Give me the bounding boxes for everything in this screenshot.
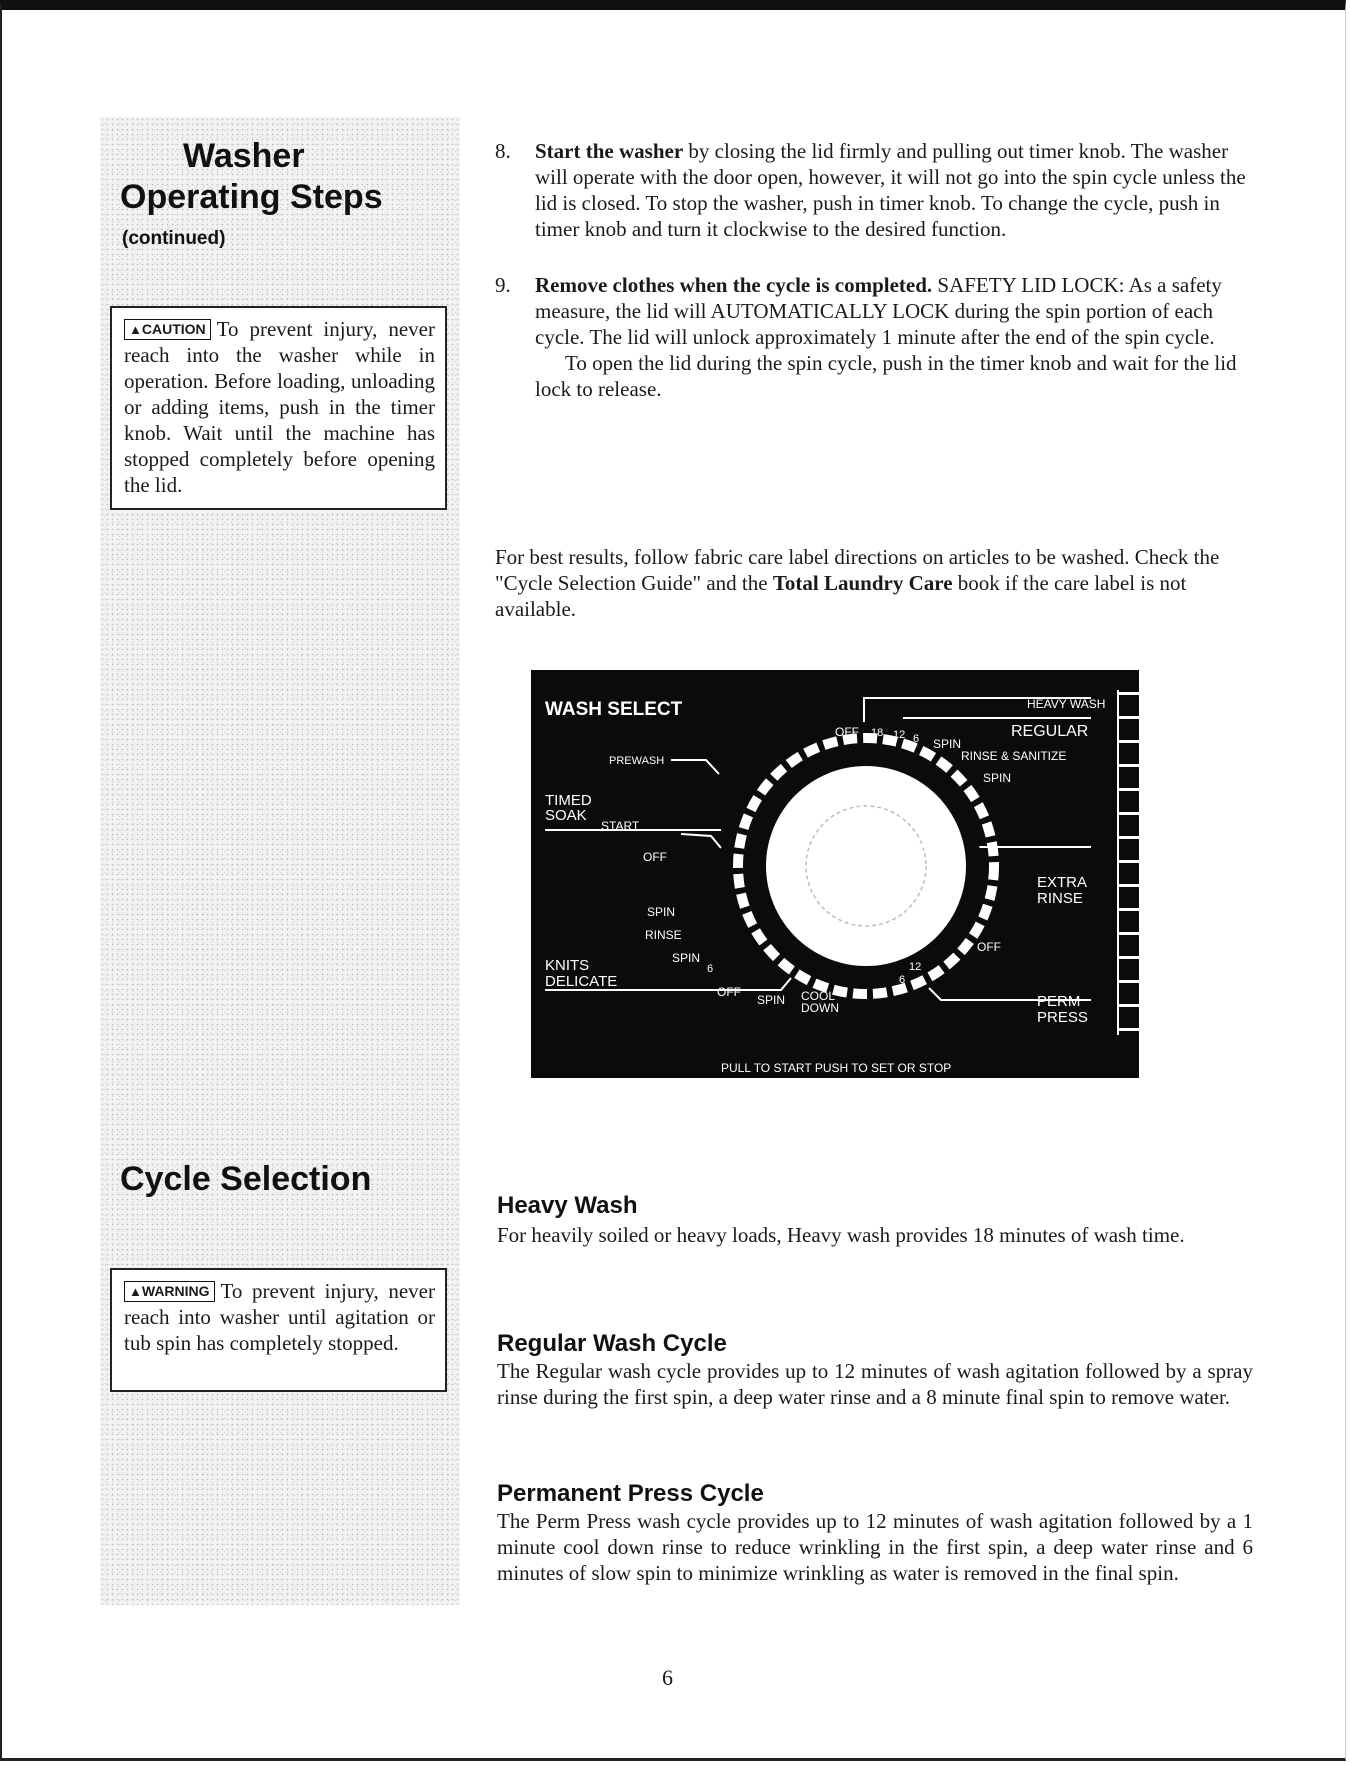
label-spin-low-left: SPIN (672, 951, 701, 965)
label-heavy-wash: HEAVY WASH (1027, 697, 1106, 711)
step-paragraph (535, 272, 1255, 350)
warning-notice (110, 1268, 447, 1392)
label-start: START (601, 819, 640, 833)
label-off-top: OFF (835, 725, 859, 739)
step-text: by closing the lid firmly and pulling out timer knob. The washer will operate with the door open, however, it will not go into the spin cycle unless the lid is closed. To stop the washer, push in timer knob. To change the cycle, push in timer knob and turn it clockwise to the desired function. (535, 139, 1246, 241)
label-knits: KNITS (545, 957, 590, 974)
step-number: 9. (495, 273, 511, 297)
step-lead: Start the washer (535, 139, 684, 163)
warning-triangle-icon: ▲ (129, 322, 142, 337)
heading-permanent-press-cycle: Permanent Press Cycle (497, 1480, 764, 1507)
timer-knob (766, 766, 966, 966)
label-panel-footer: PULL TO START PUSH TO SET OR STOP (721, 1061, 952, 1075)
label-timed: TIMED (545, 792, 592, 809)
caution-badge (124, 319, 211, 340)
warning-badge (124, 1281, 215, 1302)
step-lead: Remove clothes when the cycle is completed. (535, 273, 933, 297)
sidebar-title-line2: Operating Steps (120, 178, 383, 216)
label-6-top: 6 (913, 733, 920, 745)
step-number: 8. (495, 139, 511, 163)
label-spin-left: SPIN (647, 905, 676, 919)
label-off-right-lower: OFF (977, 940, 1001, 954)
step-paragraph (535, 138, 1255, 242)
label-cool: COOL (801, 989, 836, 1003)
label-12-right: 12 (909, 961, 922, 973)
label-extra: EXTRA (1037, 874, 1088, 891)
wash-select-panel (531, 670, 1139, 1078)
body-permanent-press-cycle: The Perm Press wash cycle provides up to 12 minutes of wash agitation followed by a 1 minute cool down rinse to reduce wrinkling in the first spin, a deep water rinse and 6 minutes of slow spin to minimize wrinkling as water is removed in the final spin. (497, 1509, 1253, 1585)
label-18: 18 (871, 727, 884, 739)
step-8 (495, 138, 1255, 242)
caution-text: To prevent injury, never reach into the washer while in operation. Before loading, unloading or adding items, push in the timer knob. Wait until the machine has stopped completely before opening the lid. (124, 317, 435, 497)
label-regular: REGULAR (1011, 723, 1089, 740)
body-regular-wash-cycle: The Regular wash cycle provides up to 12 minutes of wash agitation followed by a spray rinse during the first spin, a deep water rinse and a 8 minute final spin to remove water. (497, 1359, 1253, 1409)
caution-badge-label: CAUTION (141, 321, 206, 337)
label-off-left: OFF (643, 850, 667, 864)
warning-triangle-icon: ▲ (129, 1284, 142, 1299)
heading-heavy-wash: Heavy Wash (497, 1192, 638, 1219)
label-off-right-upper: OFF (905, 837, 929, 851)
label-soak: SOAK (545, 807, 587, 824)
label-spin-near-top: SPIN (933, 737, 962, 751)
intro-paragraph (495, 544, 1255, 622)
label-6-right: 6 (899, 974, 906, 986)
label-rinse-sanitize: RINSE & SANITIZE (961, 749, 1067, 763)
step-text: SAFETY LID LOCK: As a safety measure, the lid will AUTOMATICALLY LOCK during the spin portion of each cycle. The lid will unlock approximately 1 minute after the end of the spin cycle. (535, 273, 1222, 349)
page-number: 6 (662, 1665, 673, 1690)
label-spin-bottom: SPIN (757, 993, 786, 1007)
body-heavy-wash: For heavily soiled or heavy loads, Heavy wash provides 18 minutes of wash time. (497, 1223, 1185, 1247)
label-press: PRESS (1037, 1009, 1088, 1026)
label-prewash: PREWASH (609, 755, 665, 767)
step-paragraph-2: To open the lid during the spin cycle, push in the timer knob and wait for the lid lock to release. (535, 351, 1237, 401)
label-perm: PERM (1037, 993, 1081, 1010)
label-12-top: 12 (893, 729, 906, 741)
heading-regular-wash-cycle: Regular Wash Cycle (497, 1330, 727, 1357)
warning-badge-label: WARNING (141, 1283, 210, 1299)
label-6-left: 6 (707, 963, 714, 975)
intro-text-end: book if the care label is not available. (495, 571, 1187, 621)
intro-book-title: Total Laundry Care (772, 571, 953, 595)
label-delicate: DELICATE (545, 973, 618, 990)
label-down: DOWN (801, 1001, 839, 1015)
sidebar-title-line1: Washer (183, 137, 305, 175)
panel-title: WASH SELECT (545, 699, 683, 720)
timer-knob-pointer (863, 749, 869, 759)
label-off-bottom: OFF (717, 985, 741, 999)
label-rinse-left: RINSE (645, 928, 682, 942)
sidebar-continued-label: (continued) (122, 228, 226, 249)
step-9 (495, 272, 1255, 402)
caution-notice (110, 306, 447, 510)
label-rinse-right: RINSE (1037, 890, 1083, 907)
warning-text: To prevent injury, never reach into washer until agitation or tub spin has completely stopped. (124, 1279, 435, 1355)
cycle-selection-title: Cycle Selection (120, 1160, 372, 1198)
operating-steps (495, 138, 1255, 432)
label-spin-top: SPIN (983, 771, 1012, 785)
intro-text: For best results, follow fabric care label directions on articles to be washed. Check the "Cycle Selection Guide" and the (495, 545, 1220, 595)
